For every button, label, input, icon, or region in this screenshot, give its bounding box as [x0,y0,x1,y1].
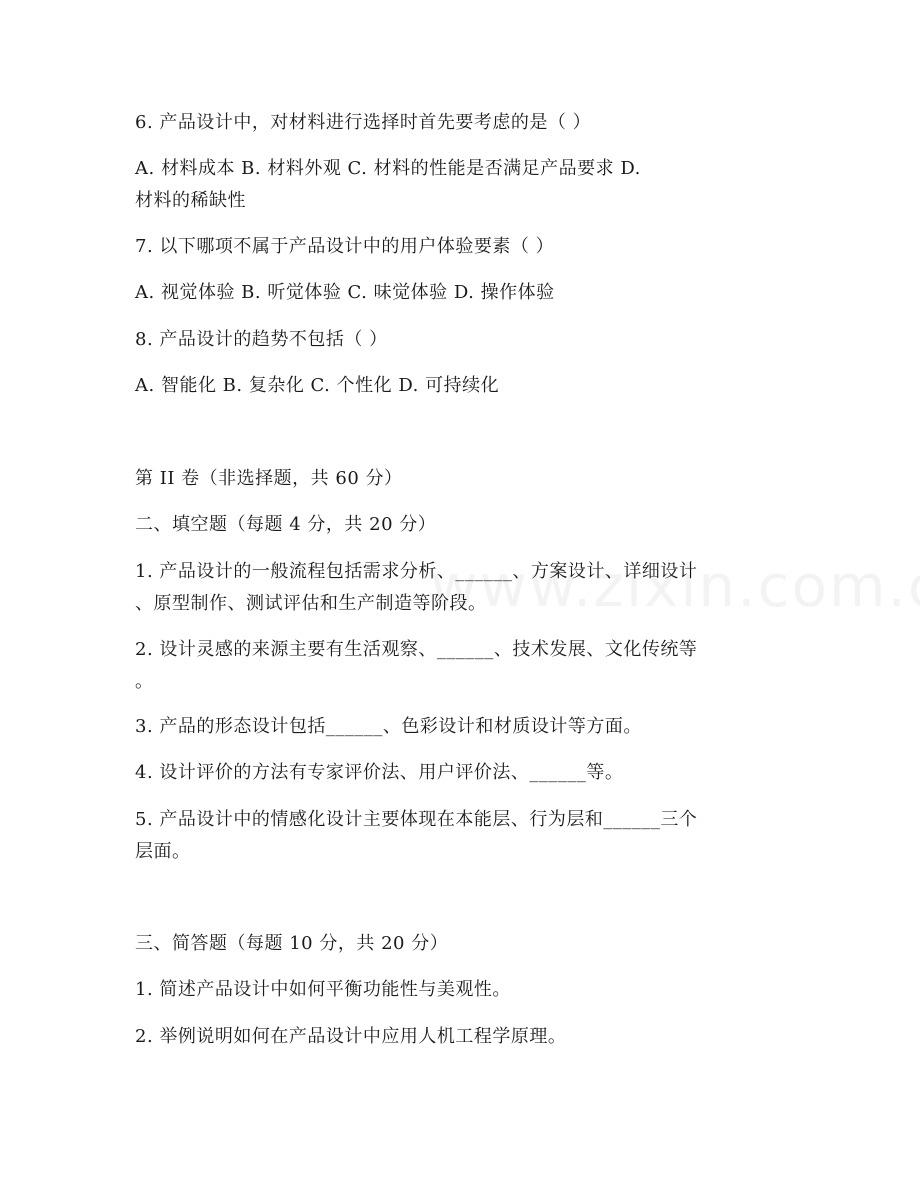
question-6-options-continued: 材料的稀缺性 [135,190,246,211]
fill-item-4: 4. 设计评价的方法有专家评价法、用户评价法、______等。 [135,762,624,783]
question-7-options: A. 视觉体验 B. 听觉体验 C. 味觉体验 D. 操作体验 [135,282,555,303]
short-answer-item-1: 1. 简述产品设计中如何平衡功能性与美观性。 [135,979,511,1000]
fill-item-3: 3. 产品的形态设计包括______、色彩设计和材质设计等方面。 [135,716,642,737]
fill-item-2-continued: 。 [135,671,154,692]
fill-item-5: 5. 产品设计中的情感化设计主要体现在本能层、行为层和______三个 [135,809,698,830]
fill-item-2: 2. 设计灵感的来源主要有生活观察、______、技术发展、文化传统等 [135,639,698,660]
question-6-text: 6. 产品设计中，对材料进行选择时首先要考虑的是（ ） [135,112,592,133]
part-2-title: 第 II 卷（非选择题，共 60 分） [135,468,403,489]
short-answer-heading: 三、简答题（每题 10 分，共 20 分） [135,933,449,954]
question-8-options: A. 智能化 B. 复杂化 C. 个性化 D. 可持续化 [135,375,500,396]
question-6-options: A. 材料成本 B. 材料外观 C. 材料的性能是否满足产品要求 D. [135,158,641,179]
short-answer-item-2: 2. 举例说明如何在产品设计中应用人机工程学原理。 [135,1026,567,1047]
fill-item-1-continued: 、原型制作、测试评估和生产制造等阶段。 [135,593,487,614]
fill-item-1: 1. 产品设计的一般流程包括需求分析、______、方案设计、详细设计 [135,561,698,582]
question-8-text: 8. 产品设计的趋势不包括（ ） [135,329,388,350]
fill-item-5-continued: 层面。 [135,841,191,862]
fill-section-heading: 二、填空题（每题 4 分，共 20 分） [135,514,437,535]
question-7-text: 7. 以下哪项不属于产品设计中的用户体验要素（ ） [135,236,555,257]
